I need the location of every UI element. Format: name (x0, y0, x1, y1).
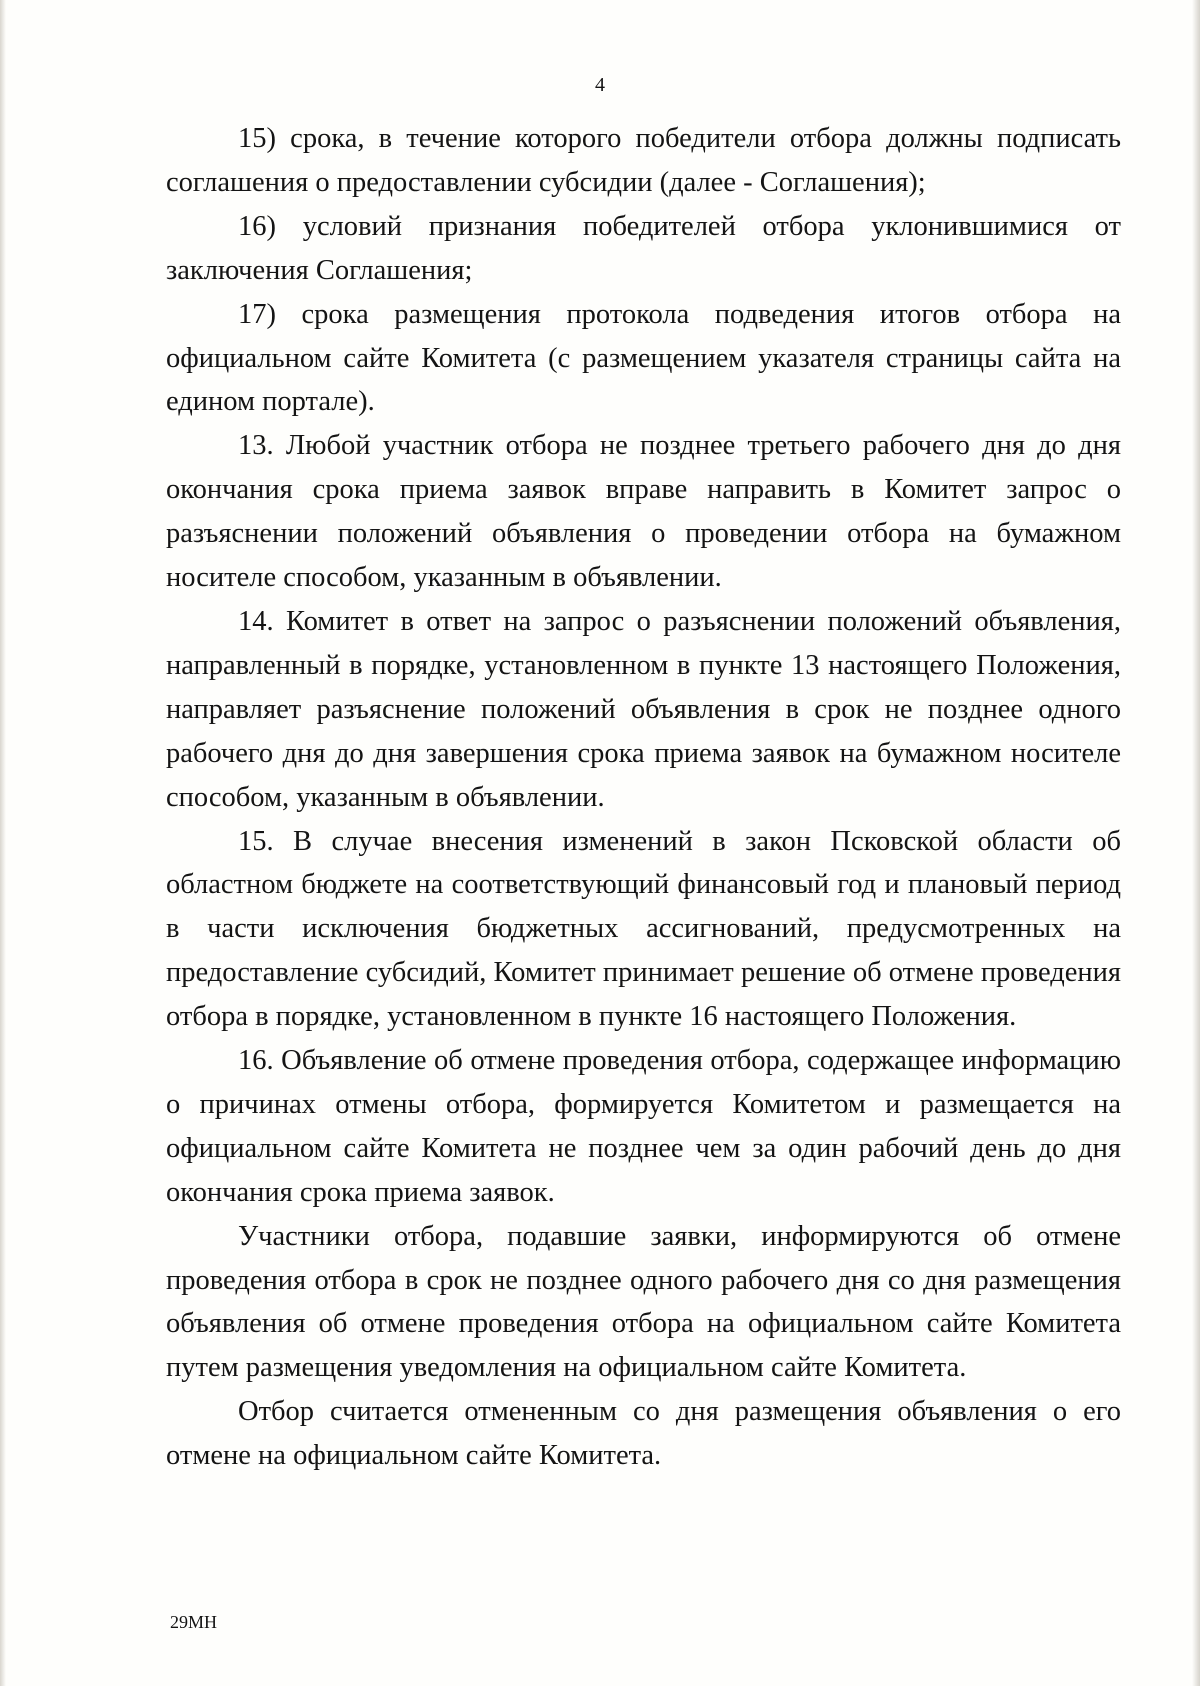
paragraph-clause-16: 16. Объявление об отмене проведения отбора, содержащее информацию о причинах отмены отбора, формируется Комитетом и размещается на официальном сайте Комитета не позднее чем за один рабочий день до дня окончания срока приема заявок. (166, 1045, 1121, 1208)
paragraph-clause-13: 13. Любой участник отбора не позднее третьего рабочего дня до дня окончания срока приема заявок вправе направить в Комитет запрос о разъяснении положений объявления о проведении отбора на бумажном носителе способом, указанным в объявлении. (166, 430, 1121, 594)
paragraph-clause-14: 14. Комитет в ответ на запрос о разъяснении положений объявления, направленный в порядке, установленном в пункте 13 настоящего Положения, направляет разъяснение положений объявления в срок не позднее одного рабочего дня до дня завершения срока приема заявок на бумажном носителе способом, указанным в объявлении. (166, 605, 1121, 813)
scan-edge-right (1192, 0, 1200, 1686)
paragraph-item-17: 17) срока размещения протокола подведения итогов отбора на официальном сайте Комитета (с размещением указателя страницы сайта на едином портале). (166, 298, 1121, 418)
footer-code: 29МН (170, 1612, 218, 1632)
document-body (166, 117, 1121, 1478)
paragraph-clause-15: 15. В случае внесения изменений в закон Псковской области об областном бюджете на соответствующий финансовый год и плановый период в части исключения бюджетных ассигнований, предусмотренных на предоставление субсидий, Комитет принимает решение об отмене проведения отбора в порядке, установленном в пункте 16 настоящего Положения. (166, 825, 1121, 1033)
paragraph-item-16: 16) условий признания победителей отбора уклонившимися от заключения Соглашения; (166, 210, 1121, 286)
scan-edge-left (0, 0, 6, 1686)
paragraph-cancellation-effective: Отбор считается отмененным со дня размещения объявления о его отмене на официальном сайте Комитета. (166, 1396, 1121, 1472)
page-number: 4 (595, 74, 605, 96)
paragraph-item-15: 15) срока, в течение которого победители отбора должны подписать соглашения о предоставлении субсидии (далее - Соглашения); (166, 123, 1121, 198)
paragraph-participants-notice: Участники отбора, подавшие заявки, информируются об отмене проведения отбора в срок не позднее одного рабочего дня со дня размещения объявления об отмене проведения отбора на официальном сайте Комитета путем размещения уведомления на официальном сайте Комитета. (166, 1220, 1121, 1384)
